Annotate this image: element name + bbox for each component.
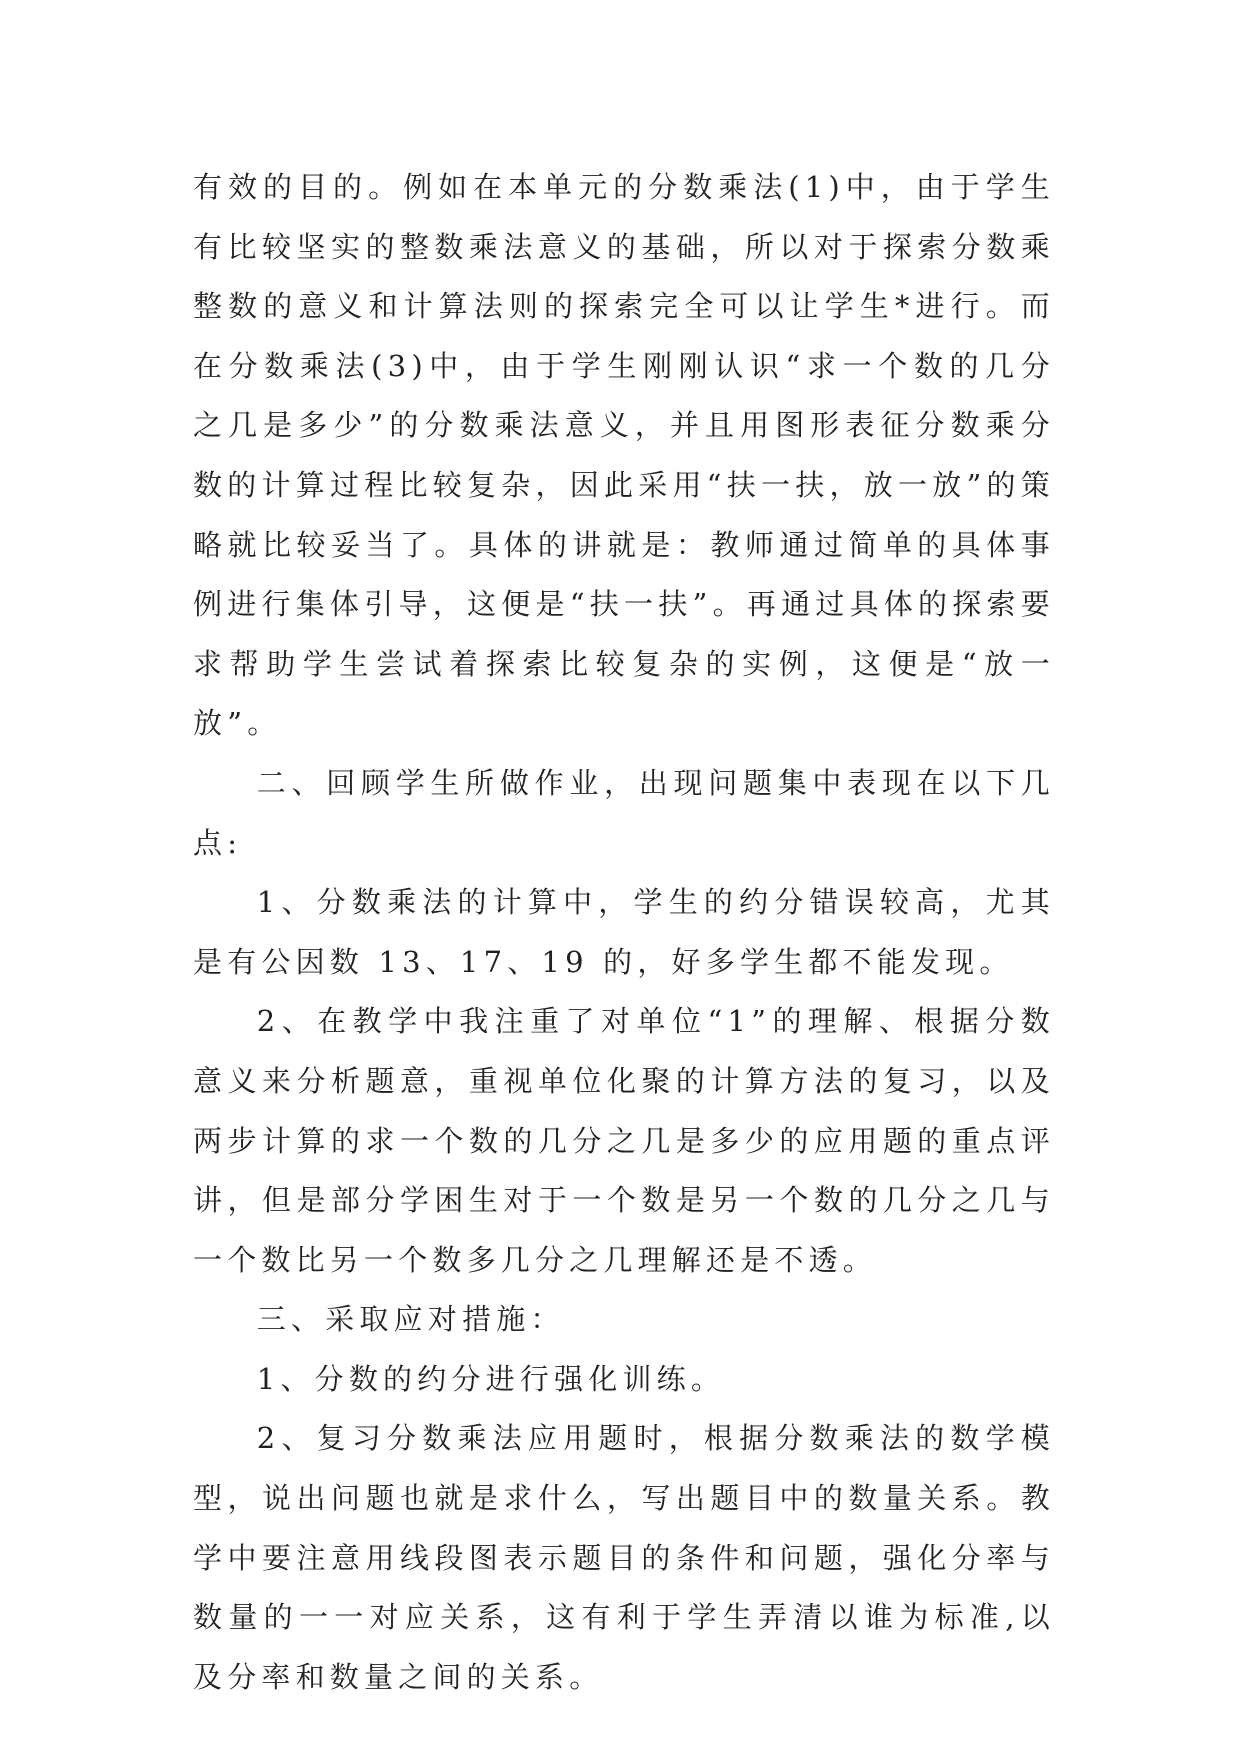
paragraph-7: 2、复习分数乘法应用题时，根据分数乘法的数学模型，说出问题也就是求什么，写出题目中的数量关系。教学中要注意用线段图表示题目的条件和问题，强化分率与数量的一一对应关系，这有利于学生弄清以谁为标准,以及分率和数量之间的关系。 bbox=[193, 1421, 1055, 1694]
paragraph-1: 有效的目的。例如在本单元的分数乘法(1)中，由于学生有比较坚实的整数乘法意义的基础，所以对于探索分数乘整数的意义和计算法则的探索完全可以让学生*进行。而在分数乘法(3)中，由于学生刚刚认识“求一个数的几分之几是多少”的分数乘法意义，并且用图形表征分数乘分数的计算过程比较复杂，因此采用“扶一扶，放一放”的策略就比较妥当了。具体的讲就是：教师通过简单的具体事例进行集体引导，这便是“扶一扶”。再通过具体的探索要求帮助学生尝试着探索比较复杂的实例，这便是“放一放”。 bbox=[193, 170, 1055, 741]
paragraph-5-heading: 三、采取应对措施： bbox=[256, 1302, 565, 1337]
paragraph-2-heading: 二、回顾学生所做作业，出现问题集中表现在以下几点: bbox=[193, 765, 1055, 860]
paragraph-3: 1、分数乘法的计算中，学生的约分错误较高，尤其是有公因数 13、17、19 的，好多学生都不能发现。 bbox=[193, 885, 1055, 979]
paragraph-4: 2、在教学中我注重了对单位“1”的理解、根据分数意义来分析题意，重视单位化聚的计算方法的复习，以及两步计算的求一个数的几分之几是多少的应用题的重点评讲，但是部分学困生对于一个数是另一个数的几分之几与一个数比另一个数多几分之几理解还是不透。 bbox=[193, 1004, 1055, 1277]
document-body bbox=[193, 158, 1055, 1707]
paragraph-6: 1、分数的约分进行强化训练。 bbox=[256, 1361, 726, 1396]
